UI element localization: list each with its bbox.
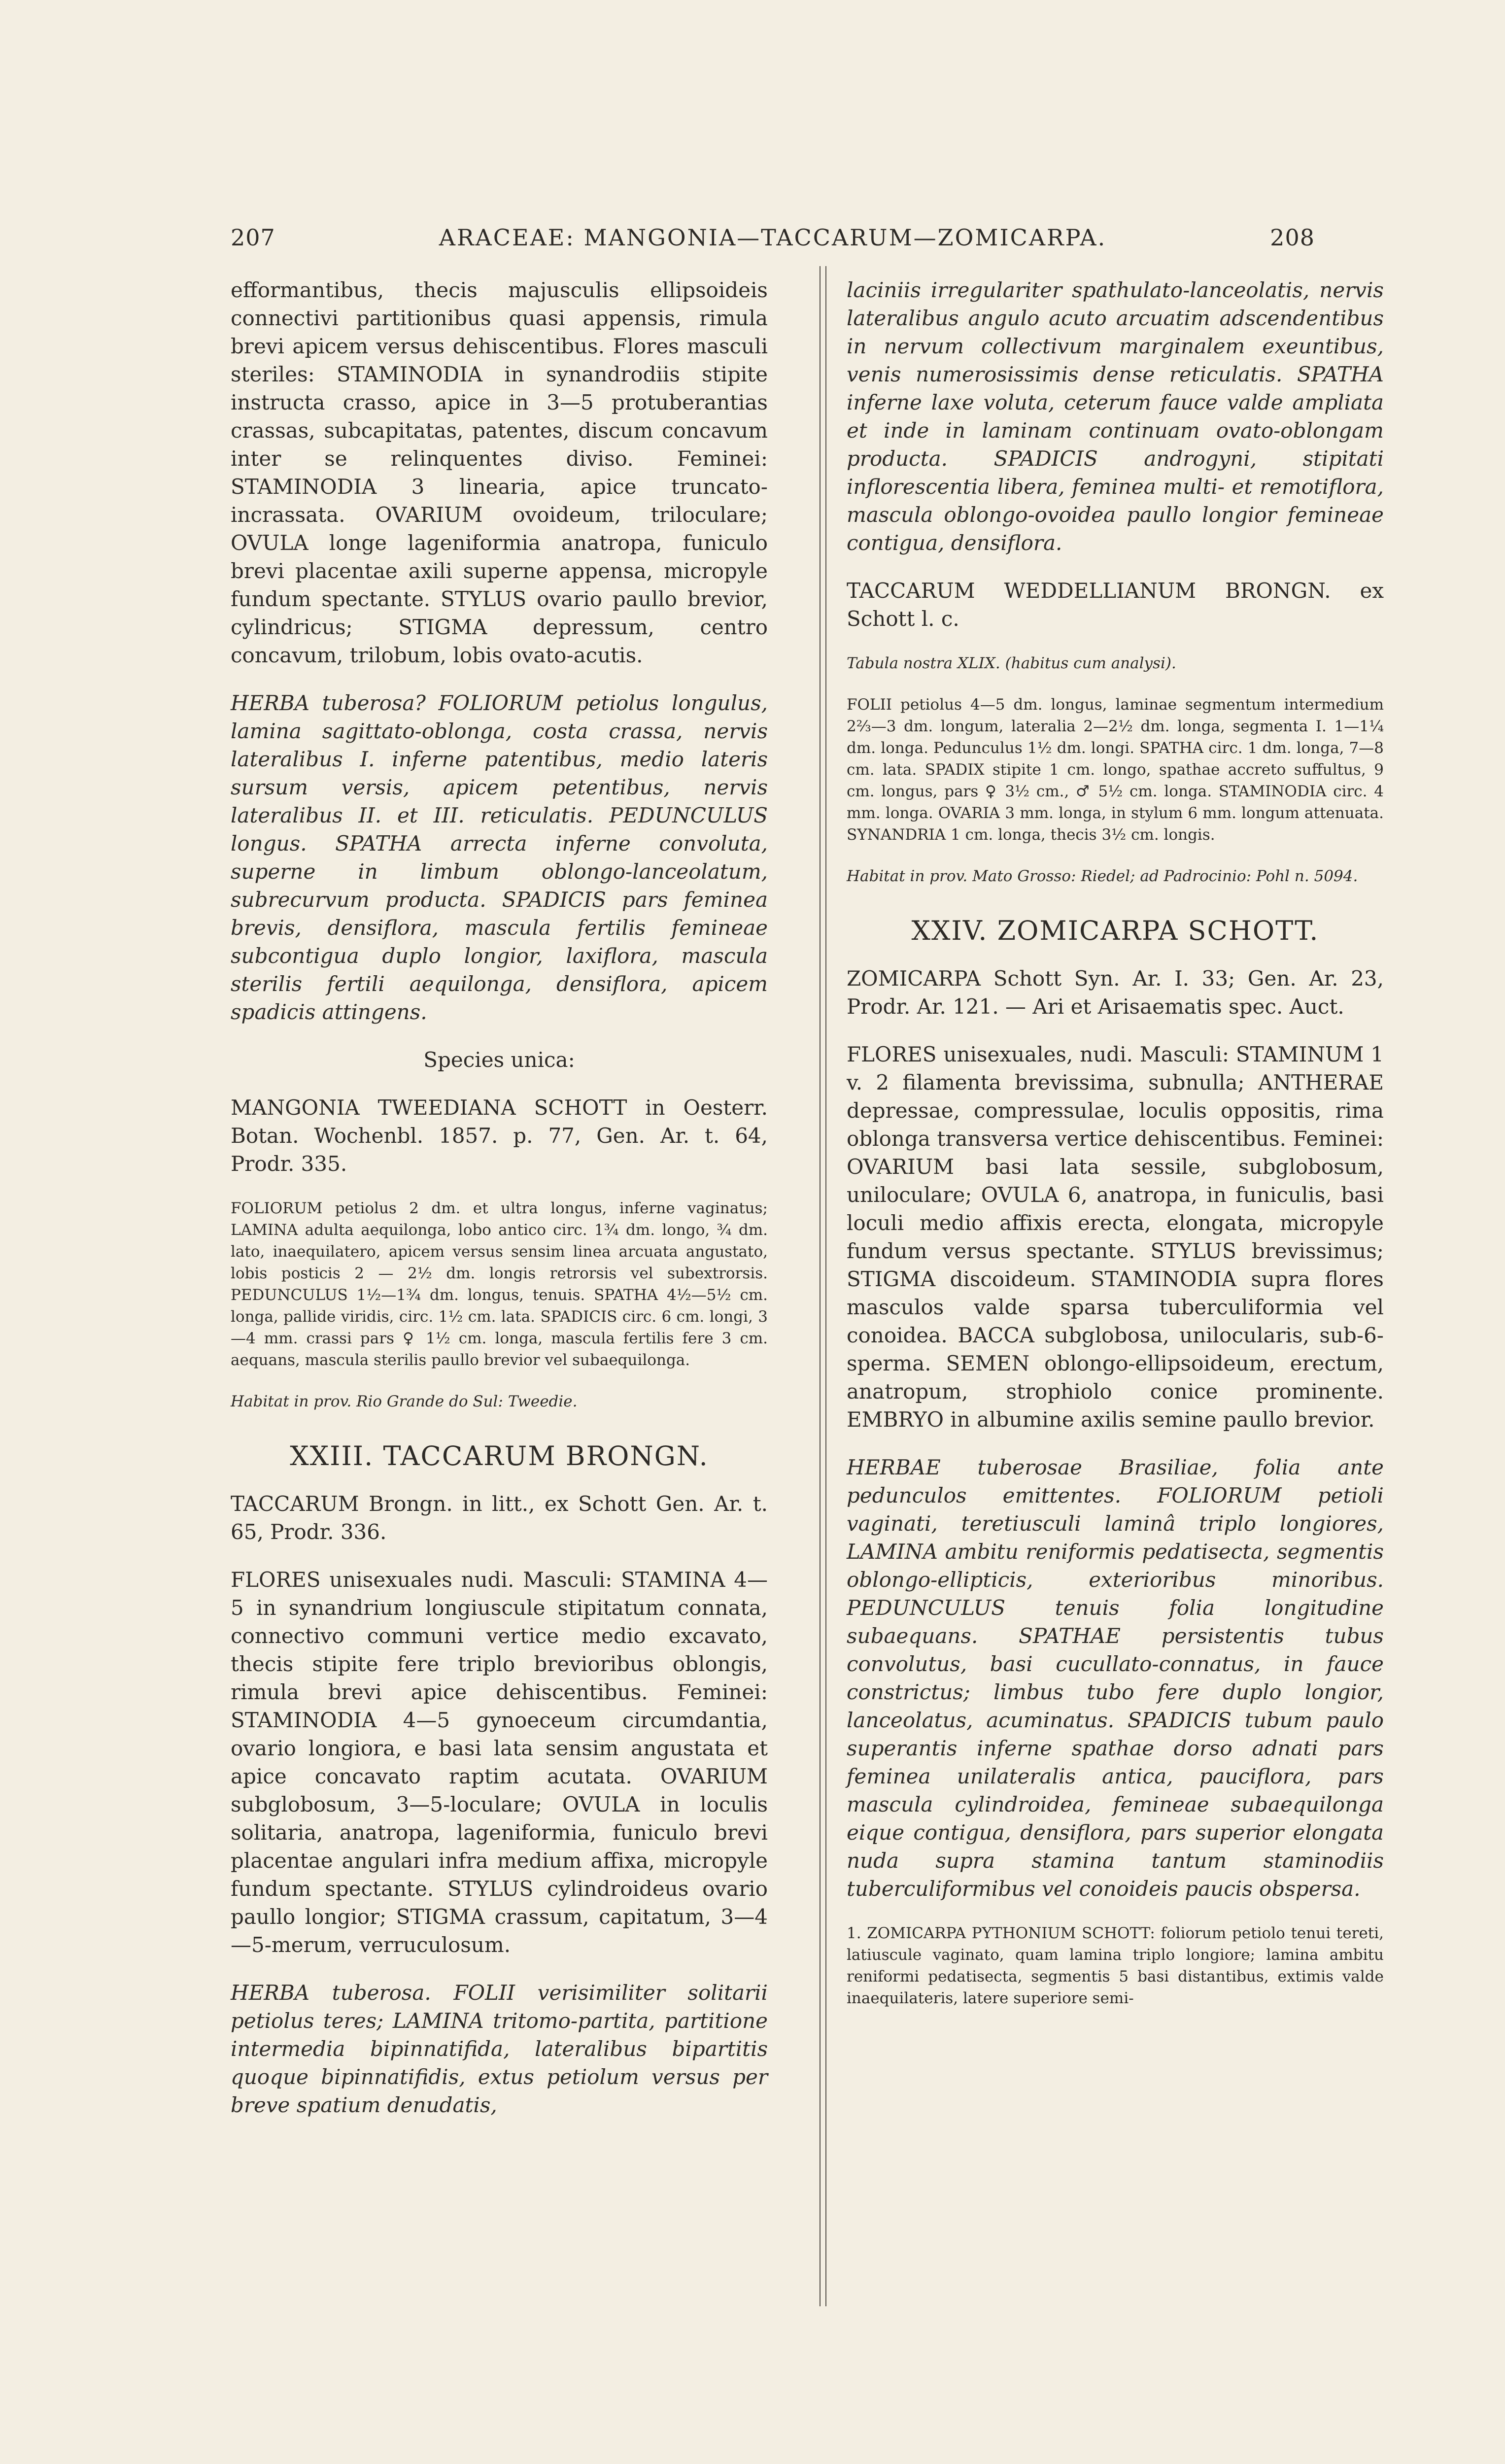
habitat-note: Habitat in prov. Rio Grande do Sul: Tweedie. [231,1393,578,1410]
species-heading: MANGONIA TWEEDIANA SCHOTT in Oesterr. Botan. Wochenbl. 1857. p. 77, Gen. Ar. t. 64, Prodr. 335. [231,1095,768,1176]
species-description: FOLIORUM petiolus 2 dm. et ultra longus, inferne vaginatus; LAMINA adulta aequilonga, lobo antico circ. 1¾ dm. longo, ¾ dm. lato, inaequilatero, apicem versus sensim linea arcuata angustato, lobis posticis 2 — 2½ dm. longis retrorsis vel subextrorsis. PEDUNCULUS 1½—1¾ dm. longus, tenuis. SPATHA 4½—5½ cm. longa, pallide viridis, circ. 1½ cm. lata. SPADICIS circ. 6 cm. longi, 3—4 mm. crassi pars ♀ 1½ cm. longa, mascula fertilis fere 3 cm. aequans, mascula sterilis paullo brevior vel subaequilonga. [231,1199,768,1369]
species-entry: 1. ZOMICARPA PYTHONIUM SCHOTT: foliorum petiolo tenui tereti, latiuscule vaginato, quam lamina triplo longiore; lamina ambitu reniformi pedatisecta, segmentis 5 basi distantibus, extimis valde inaequilateris, latere superiore semi- [847,1924,1384,2007]
left-column [231,276,768,2139]
species-heading: TACCARUM WEDDELLIANUM BRONGN. ex Schott l. c. [847,579,1384,631]
paragraph-italic: HERBA tuberosa? FOLIORUM petiolus longulus, lamina sagittato-oblonga, costa crassa, nervis lateralibus I. inferne patentibus, medio lateris sursum versis, apicem petentibus, nervis lateralibus II. et III. reticulatis. PEDUNCULUS longus. SPATHA arrecta inferne convoluta, superne in limbum oblongo-lanceolatum, subrecurvum producta. SPADICIS pars feminea brevis, densiflora, mascula fertilis femineae subcontigua duplo longior, laxiflora, mascula sterilis fertili aequilonga, densiflora, apicem spadicis attingens. [231,691,768,1024]
column-divider [820,266,826,2306]
paragraph-italic: HERBA tuberosa. FOLII verisimiliter solitarii petiolus teres; LAMINA tritomo-partita, partitione intermedia bipinnatifida, lateralibus bipartitis quoque bipinnatifidis, extus petiolum versus per breve spatium denudatis, [231,1981,768,2117]
genus-reference: TACCARUM Brongn. in litt., ex Schott Gen. Ar. t. 65, Prodr. 336. [231,1492,768,1544]
section-heading: XXIV. ZOMICARPA SCHOTT. [911,915,1319,946]
page-number-left: 207 [231,224,275,251]
page-number-right: 208 [1270,224,1315,251]
right-column [847,276,1384,2029]
running-header [231,224,1315,264]
species-description: FOLII petiolus 4—5 dm. longus, laminae segmentum intermedium 2⅔—3 dm. longum, lateralia 2—2½ dm. longa, segmenta I. 1—1¼ dm. longa. Pedunculus 1½ dm. longi. SPATHA circ. 1 dm. longa, 7—8 cm. lata. SPADIX stipite 1 cm. longo, spathae accreto suffultus, 9 cm. longus, pars ♀ 3½ cm., ♂ 5½ cm. longa. STAMINODIA circ. 4 mm. longa. OVARIA 3 mm. longa, in stylum 6 mm. longum attenuata. SYNANDRIA 1 cm. longa, thecis 3½ cm. longis. [847,696,1384,844]
running-title: ARACEAE: MANGONIA—TACCARUM—ZOMICARPA. [439,224,1107,251]
species-unica-label: Species unica: [423,1048,575,1072]
paragraph: FLORES unisexuales nudi. Masculi: STAMINA 4—5 in synandrium longiuscule stipitatum connata, connectivo communi vertice medio excavato, thecis stipite fere triplo brevioribus oblongis, rimula brevi apice dehiscentibus. Feminei: STAMINODIA 4—5 gynoeceum circumdantia, ovario longiora, e basi lata sensim angustata et apice concavato raptim acutata. OVARIUM subglobosum, 3—5-loculare; OVULA in loculis solitaria, anatropa, lageniformia, funiculo brevi placentae angulari infra medium affixa, micropyle fundum spectante. STYLUS cylindroideus ovario paullo longior; STIGMA crassum, capitatum, 3—4—5-merum, verruculosum. [231,1568,768,1957]
paragraph: efformantibus, thecis majusculis ellipsoideis connectivi partitionibus quasi appensis, rimula brevi apicem versus dehiscentibus. Flores masculi steriles: STAMINODIA in synandrodiis stipite instructa crasso, apice in 3—5 protuberantias crassas, subcapitatas, patentes, discum concavum inter se relinquentes diviso. Feminei: STAMINODIA 3 linearia, apice truncato-incrassata. OVARIUM ovoideum, triloculare; OVULA longe lageniformia anatropa, funiculo brevi placentae axili superne appensa, micropyle fundum spectante. STYLUS ovario paullo brevior, cylindricus; STIGMA depressum, centro concavum, trilobum, lobis ovato-acutis. [231,278,768,667]
paragraph-italic: laciniis irregulariter spathulato-lanceolatis, nervis lateralibus angulo acuto arcuatim adscendentibus in nervum collectivum marginalem exeuntibus, venis numerosissimis dense reticulatis. SPATHA inferne laxe voluta, ceterum fauce valde ampliata et inde in laminam continuam ovato-oblongam producta. SPADICIS androgyni, stipitati inflorescentia libera, feminea multi- et remotiflora, mascula oblongo-ovoidea paullo longior femineae contigua, densiflora. [847,278,1384,555]
plate-reference: Tabula nostra XLIX. (habitus cum analysi). [847,654,1176,672]
section-heading: XXIII. TACCARUM BRONGN. [290,1440,709,1472]
genus-reference: ZOMICARPA Schott Syn. Ar. I. 33; Gen. Ar. 23, Prodr. Ar. 121. — Ari et Arisaematis spec. Auct. [847,966,1384,1019]
paragraph-italic: HERBAE tuberosae Brasiliae, folia ante pedunculos emittentes. FOLIORUM petioli vaginati, teretiusculi laminâ triplo longiores, LAMINA ambitu reniformis pedatisecta, segmentis oblongo-ellipticis, exterioribus minoribus. PEDUNCULUS tenuis folia longitudine subaequans. SPATHAE persistentis tubus convolutus, basi cucullato-connatus, in fauce constrictus; limbus tubo fere duplo longior, lanceolatus, acuminatus. SPADICIS tubum paulo superantis inferne spathae dorso adnati pars feminea unilateralis antica, pauciflora, pars mascula cylindroidea, femineae subaequilonga eique contigua, densiflora, pars superior elongata nuda supra stamina tantum staminodiis tuberculiformibus vel conoideis paucis obspersa. [847,1455,1384,1901]
paragraph: FLORES unisexuales, nudi. Masculi: STAMINUM 1 v. 2 filamenta brevissima, subnulla; ANTHERAE depressae, compressulae, loculis oppositis, rima oblonga transversa vertice dehiscentibus. Feminei: OVARIUM basi lata sessile, subglobosum, uniloculare; OVULA 6, anatropa, in funiculis, basi loculi medio affixis erecta, elongata, micropyle fundum versus spectante. STYLUS brevissimus; STIGMA discoideum. STAMINODIA supra flores masculos valde sparsa tuberculiformia vel conoidea. BACCA subglobosa, unilocularis, sub-6-sperma. SEMEN oblongo-ellipsoideum, erectum, anatropum, strophiolo conice prominente. EMBRYO in albumine axilis semine paullo brevior. [847,1042,1384,1432]
habitat-note: Habitat in prov. Mato Grosso: Riedel; ad Padrocinio: Pohl n. 5094. [847,867,1358,885]
